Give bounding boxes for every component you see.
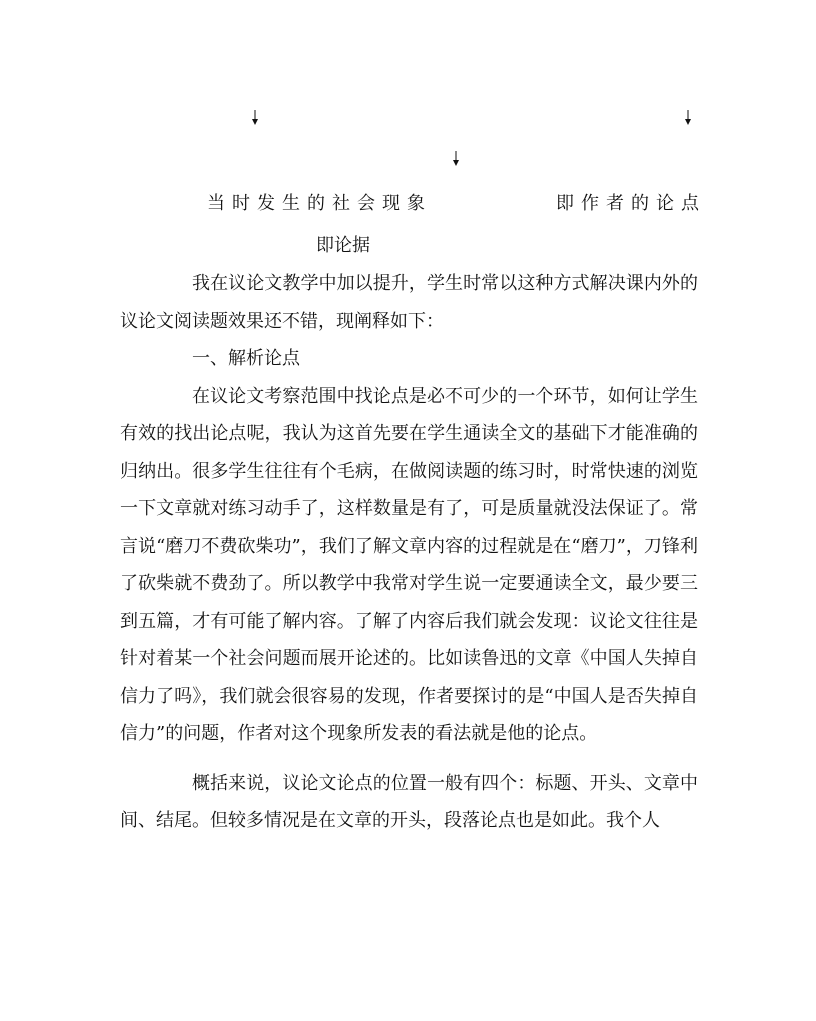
right-label: 即作者的论点 <box>556 193 706 214</box>
paragraph: 在议论文考察范围中找论点是必不可少的一个环节，如何让学生有效的找出论点呢，我认为这首先要在学生通读全文的基础下才能准确的归纳出。很多学生往往有个毛病，在做阅读题的练习时，时常快速的浏览一下文章就对练习动手了，这样数量是有了，可是质量就没法保证了。常言说“磨刀不费砍柴功”，我们了解文章内容的过程就是在“磨刀”，刀锋利了砍柴就不费劲了。所以教学中我常对学生说一定要通读全文，最少要三到五篇，才有可能了解内容。了解了内容后我们就会发现：议论文往往是针对着某一个社会问题而展开论述的。比如读鲁迅的文章《中国人失掉自信力了吗》，我们就会很容易的发现，作者要探讨的是“中国人是否失掉自信力”的问题，作者对这个现象所发表的看法就是他的论点。 <box>120 385 698 744</box>
document-body <box>120 265 698 840</box>
down-arrow-icon <box>683 110 693 126</box>
paragraph: 我在议论文教学中加以提升，学生时常以这种方式解决课内外的议论文阅读题效果还不错，现阐释如下： <box>120 273 698 332</box>
down-arrow-icon <box>451 151 461 167</box>
left-label: 当时发生的社会现象 <box>207 193 432 214</box>
paragraph: 概括来说，议论文论点的位置一般有四个：标题、开头、文章中间、结尾。但较多情况是在文章的开头，段落论点也是如此。我个人 <box>120 772 698 831</box>
down-arrow-icon <box>250 110 260 126</box>
section-heading: 一、解析论点 <box>192 348 300 369</box>
sub-label: 即论据 <box>316 235 370 256</box>
